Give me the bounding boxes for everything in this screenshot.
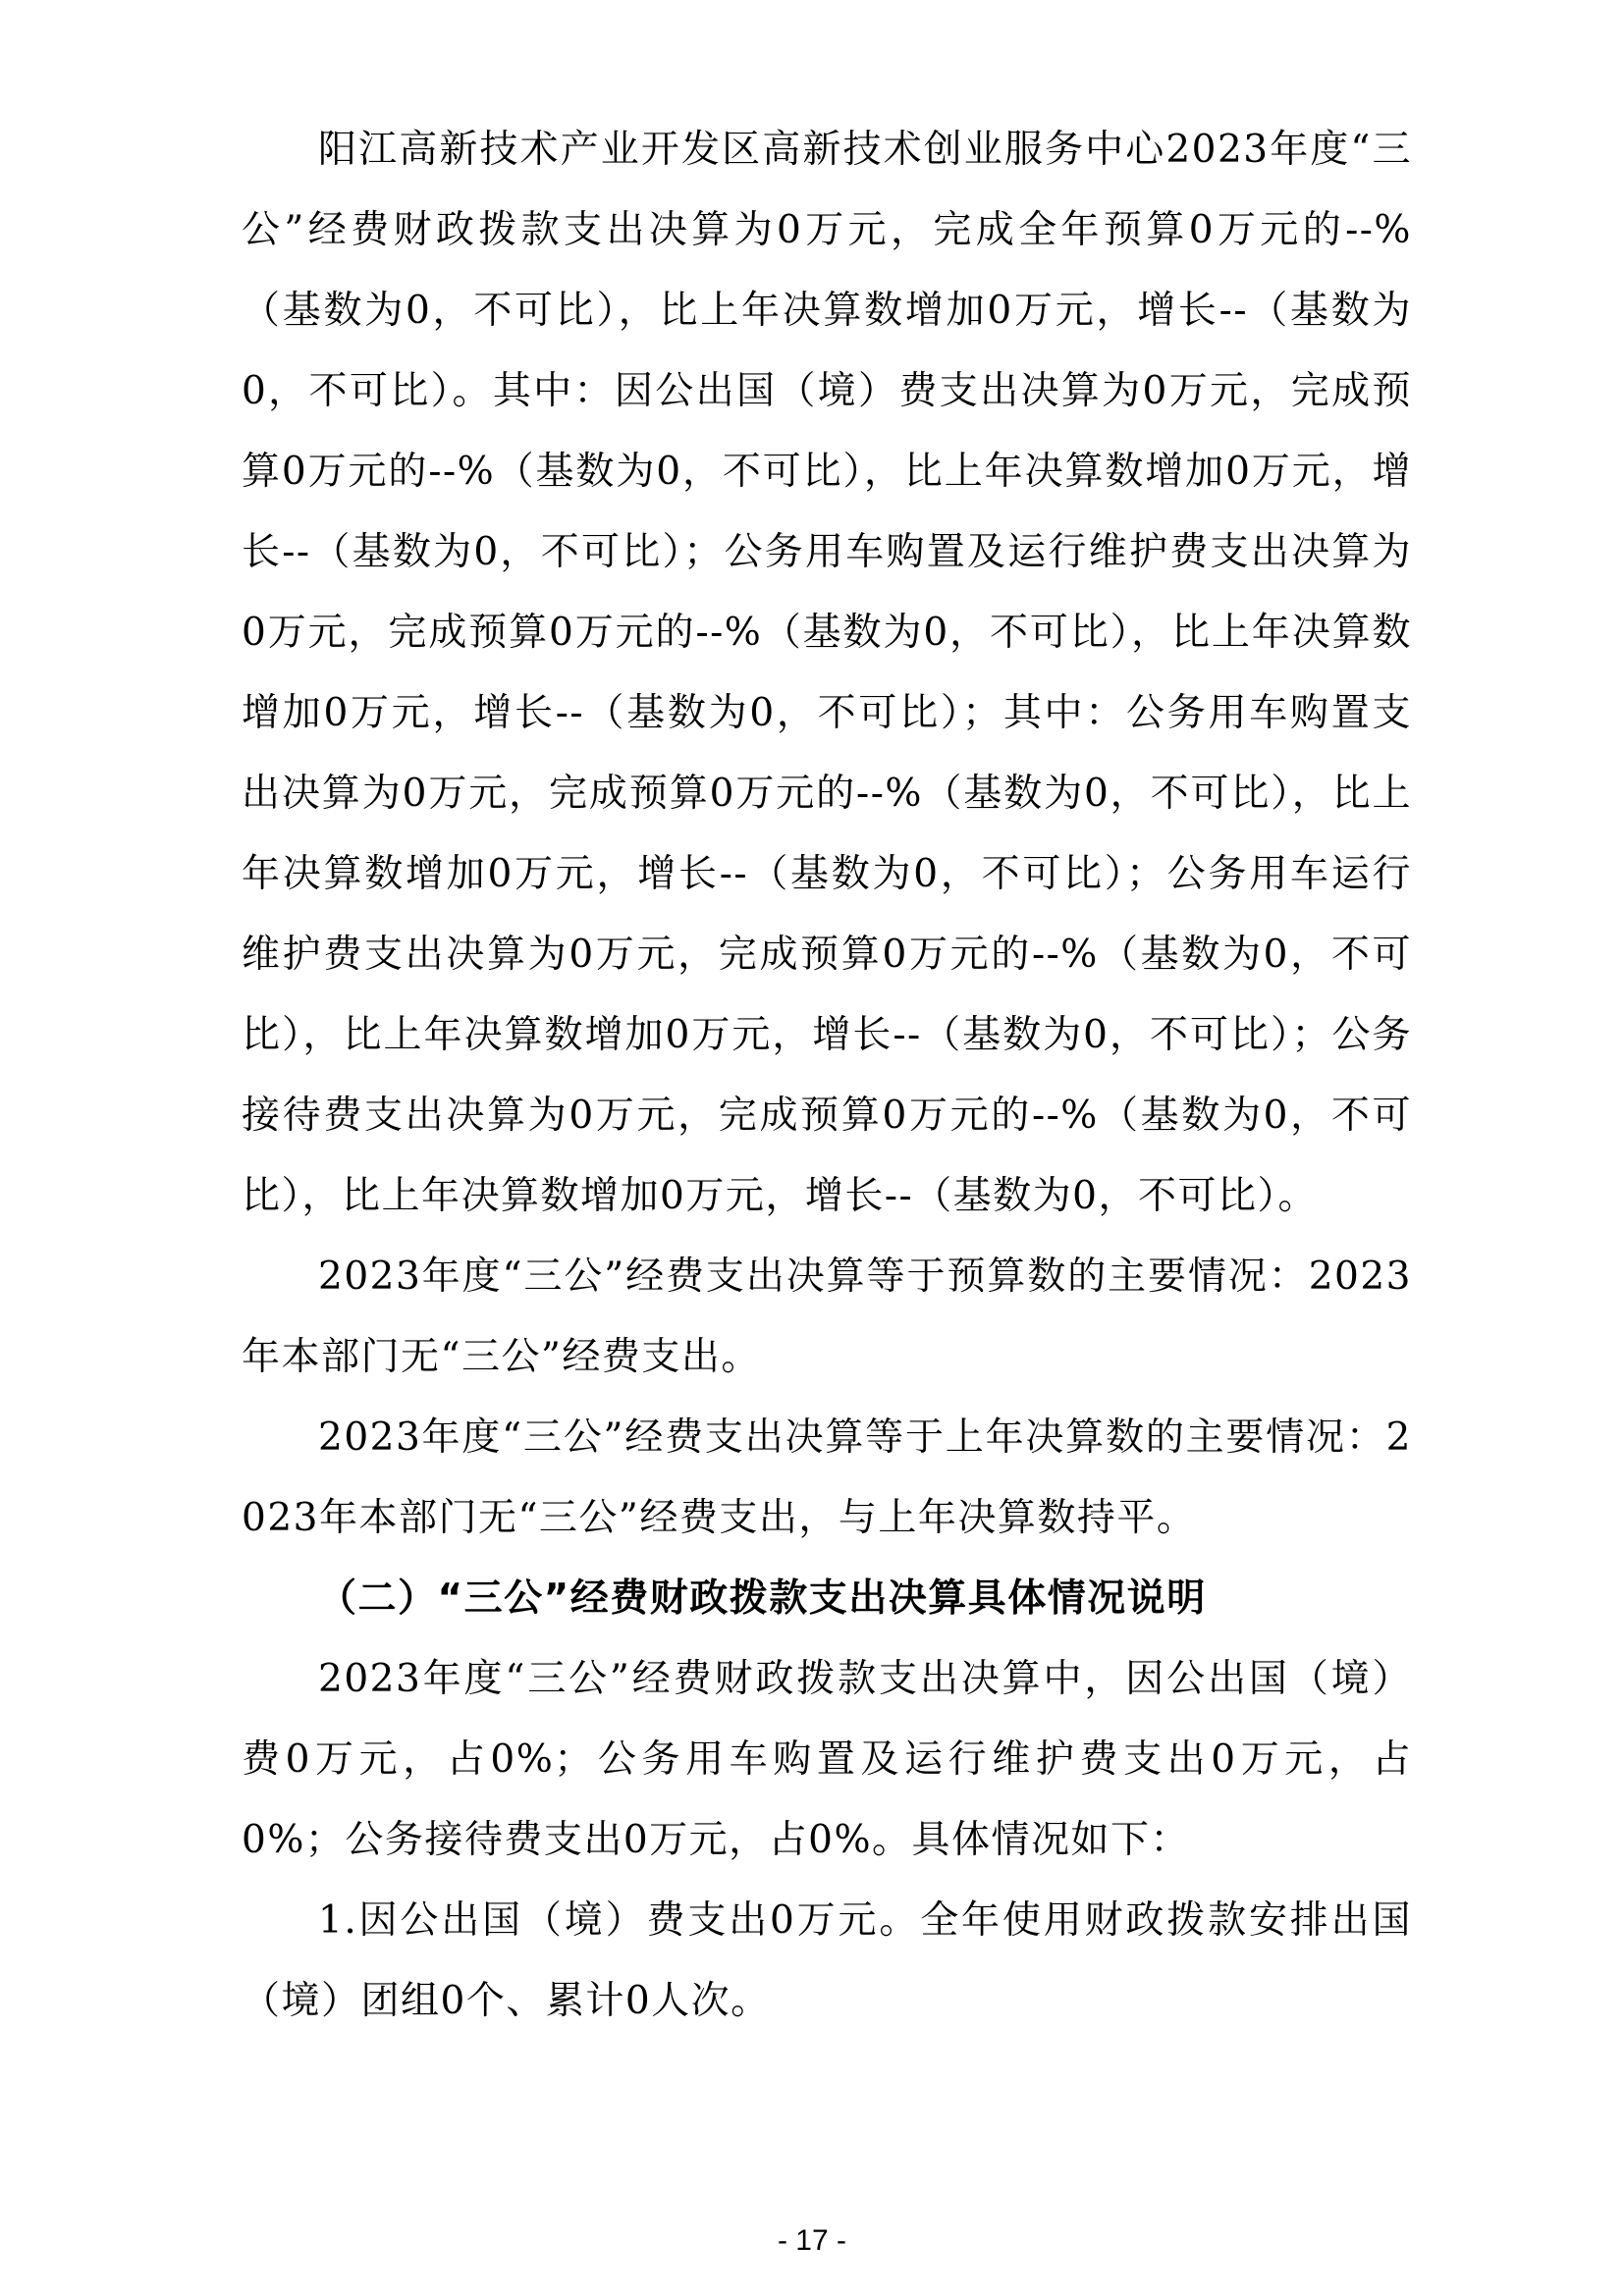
paragraph-vs-last-year: 2023年度“三公”经费支出决算等于上年决算数的主要情况：2023年本部门无“三公”经费支出，与上年决算数持平。 bbox=[242, 1415, 1412, 1540]
paragraph-vs-budget: 2023年度“三公”经费支出决算等于预算数的主要情况：2023年本部门无“三公”经费支出。 bbox=[242, 1255, 1412, 1379]
paragraph-breakdown: 2023年度“三公”经费财政拨款支出决算中，因公出国（境）费0万元，占0%；公务用车购置及运行维护费支出0万元，占0%；公务接待费支出0万元，占0%。具体情况如下： bbox=[242, 1657, 1412, 1862]
paragraph-overseas-travel: 1.因公出国（境）费支出0万元。全年使用财政拨款安排出国（境）团组0个、累计0人次。 bbox=[242, 1898, 1412, 2023]
section-heading: （二）“三公”经费财政拨款支出决算具体情况说明 bbox=[318, 1576, 1207, 1621]
document-page bbox=[242, 110, 1412, 2042]
page-number: - 17 - bbox=[777, 2224, 847, 2257]
paragraph-sangong-summary: 阳江高新技术产业开发区高新技术创业服务中心2023年度“三公”经费财政拨款支出决算为0万元，完成全年预算0万元的--%（基数为0，不可比），比上年决算数增加0万元，增长--（基数为0，不可比）。其中：因公出国（境）费支出决算为0万元，完成预算0万元的--%（基数为0，不可比），比上年决算数增加0万元，增长--（基数为0，不可比）；公务用车购置及运行维护费支出决算为0万元，完成预算0万元的--%（基数为0，不可比），比上年决算数增加0万元，增长--（基数为0，不可比）；其中：公务用车购置支出决算为0万元，完成预算0万元的--%（基数为0，不可比），比上年决算数增加0万元，增长--（基数为0，不可比）；公务用车运行维护费支出决算为0万元，完成预算0万元的--%（基数为0，不可比），比上年决算数增加0万元，增长--（基数为0，不可比）；公务接待费支出决算为0万元，完成预算0万元的--%（基数为0，不可比），比上年决算数增加0万元，增长--（基数为0，不可比）。 bbox=[242, 128, 1412, 1218]
